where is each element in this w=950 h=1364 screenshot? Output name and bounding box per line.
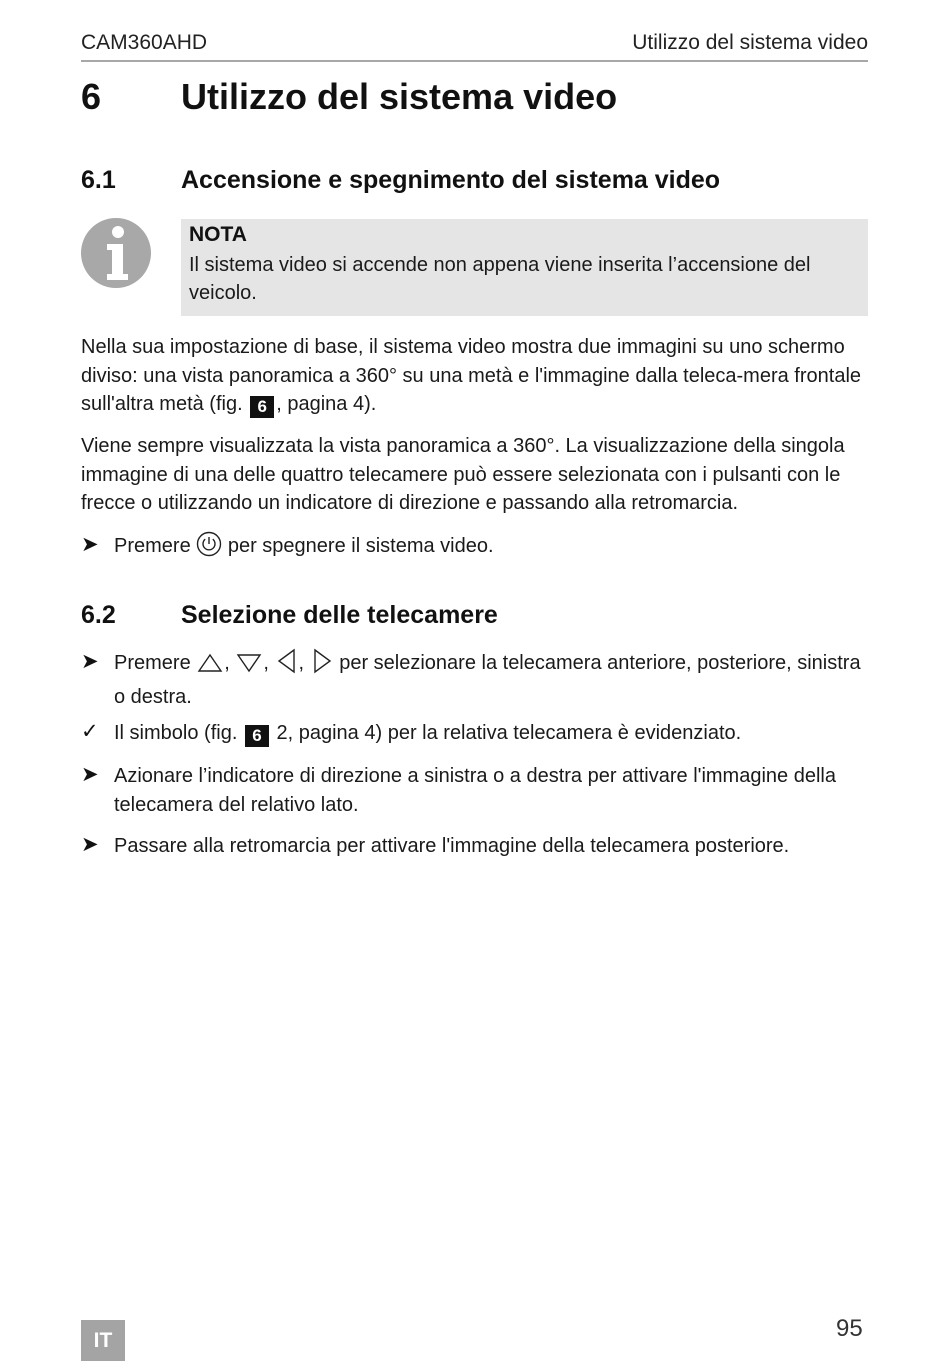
language-tab: IT [81,1320,125,1361]
separator: , [298,652,305,674]
figure-reference: 6 [250,396,274,418]
note-text: Il sistema video si accende non appena viene inserita l’accensione del veicolo. [189,254,811,304]
step-text-end: per spegnere il sistema video. [227,535,494,557]
result-text-end: 2, pagina 4) per la relativa telecamera è evidenziato. [276,722,742,744]
step-select-camera [114,648,868,711]
arrow-up-icon [196,652,224,683]
paragraph-panorama: Viene sempre visualizzata la vista panoramica a 360°. La visualizzazione della singola immagine di una delle quattro telecamere può essere selezionata con i pulsanti con le frecce o utilizzando un indicatore di direzione e passando alla retromarcia. [81,435,845,514]
arrow-right-icon [310,648,334,683]
header-section-title: Utilizzo del sistema video [632,31,868,54]
page-number: 95 [836,1315,863,1342]
paragraph-text-end: , pagina 4). [276,393,377,415]
arrow-down-icon [235,652,263,683]
paragraph-split-screen [81,333,868,419]
step-reverse-gear: Passare alla retromarcia per attivare l'immagine della telecamera posteriore. [114,835,790,857]
step-text: Premere [114,535,191,557]
step-power-off [114,531,868,566]
separator: , [224,652,230,674]
step-indicator: Azionare l’indicatore di direzione a sinistra o a destra per attivare l'immagine della telecamera del relativo lato. [114,765,836,816]
paragraph-text: Nella sua impostazione di base, il sistema video mostra due immagini su uno schermo diviso: una vista panoramica a 360° su una metà e l'immagine dalla teleca-mera frontale sull'altra metà (fig. [81,336,862,415]
section-2-title: Selezione delle telecamere [181,601,498,629]
step-marker: ➤ [81,650,99,673]
step-marker: ➤ [81,833,99,856]
result-checkmark: ✓ [81,720,99,743]
power-button-icon [196,531,222,566]
arrow-left-icon [275,648,299,683]
chapter-number: 6 [81,76,102,117]
figure-reference: 6 [245,725,269,747]
step-marker: ➤ [81,533,99,556]
section-1-title: Accensione e spegnimento del sistema video [181,166,721,194]
step-text: Premere [114,652,191,674]
step-text-end: per selezionare la telecamera anteriore, posteriore, sinistra o destra. [114,652,861,708]
result-text: Il simbolo (fig. [114,722,238,744]
result-symbol-highlighted [114,719,868,748]
header-product: CAM360AHD [81,31,208,54]
info-icon [81,218,151,288]
section-2-number: 6.2 [81,601,116,629]
note-title: NOTA [189,223,247,246]
separator: , [263,652,269,674]
step-marker: ➤ [81,763,99,786]
section-1-number: 6.1 [81,166,116,194]
header-rule [81,60,868,62]
chapter-title: Utilizzo del sistema video [181,76,618,117]
